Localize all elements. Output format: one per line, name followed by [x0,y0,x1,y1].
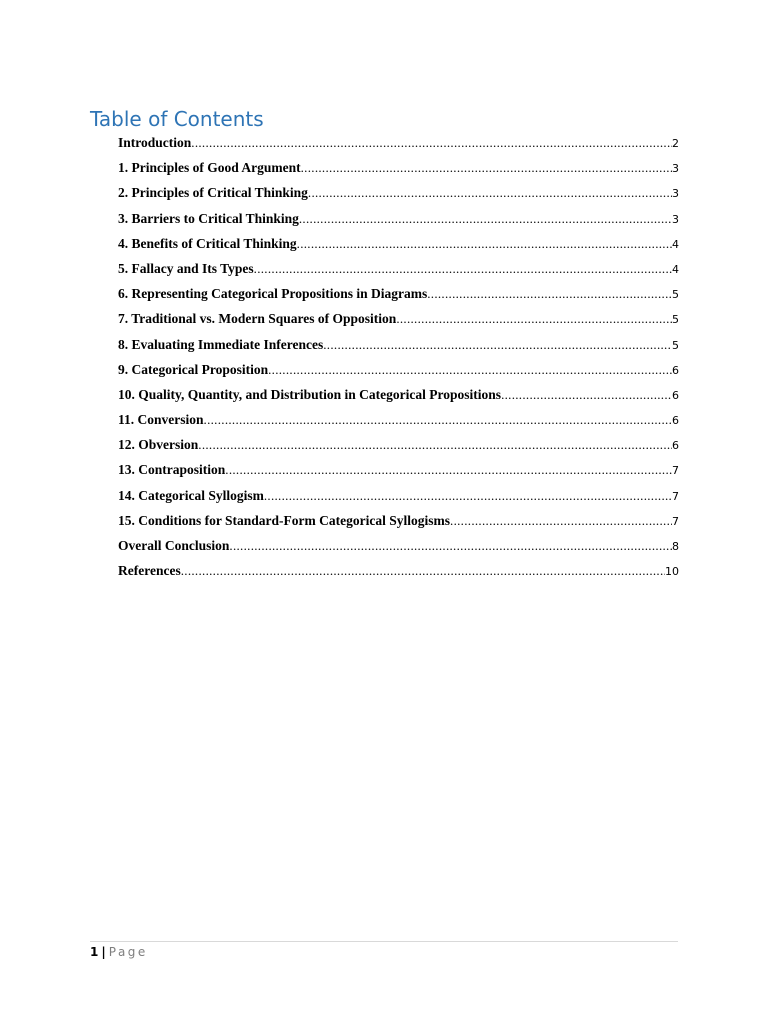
toc-dot-leader [268,360,672,380]
toc-entry[interactable] [118,410,679,435]
toc-entry[interactable] [118,486,679,511]
toc-entry[interactable] [118,360,679,385]
toc-entry[interactable] [118,335,679,360]
toc-dot-leader [254,259,672,279]
toc-entry-label: 1. Principles of Good Argument [118,160,301,176]
toc-dot-leader [308,183,672,203]
footer-separator: | [101,945,106,959]
toc-entry-page: 3 [672,187,679,201]
toc-entry-label: 2. Principles of Critical Thinking [118,185,308,201]
toc-entry-label: 12. Obversion [118,437,199,453]
toc-entry-label: 8. Evaluating Immediate Inferences [118,336,324,352]
toc-entry-label: 14. Categorical Syllogism [118,487,264,503]
toc-entry-label: 6. Representing Categorical Propositions in Diagrams [118,286,428,302]
toc-entry-label: 15. Conditions for Standard-Form Categorical Syllogisms [118,512,451,528]
toc-entry[interactable] [118,460,679,485]
toc-dot-leader [323,335,672,355]
toc-heading: Table of Contents [90,107,264,131]
toc-dot-leader [396,309,672,329]
toc-entry[interactable] [118,536,679,561]
toc-dot-leader [229,536,672,556]
toc-entry-page: 7 [672,464,679,478]
toc-entry-page: 6 [672,363,679,377]
toc-entry[interactable] [118,561,679,586]
toc-entry-label: References [118,563,181,579]
toc-dot-leader [198,435,672,455]
toc-entry-page: 2 [672,137,679,150]
toc-entry[interactable] [118,234,679,259]
toc-dot-leader [299,209,672,229]
toc-entry-page: 10 [665,565,679,579]
toc-dot-leader [501,385,672,405]
toc-entry-label: 7. Traditional vs. Modern Squares of Opposition [118,311,397,327]
page-footer [90,944,148,960]
toc-entry-label: 3. Barriers to Critical Thinking [118,210,299,226]
toc-entry-page: 6 [672,439,679,453]
toc-entry[interactable] [118,284,679,309]
toc-entry-page: 4 [672,262,679,276]
toc-dot-leader [225,460,672,480]
toc-dot-leader [427,284,672,304]
toc-dot-leader [204,410,672,430]
footer-page-number: 1 [90,945,99,959]
toc-entry-label: 5. Fallacy and Its Types [118,260,254,276]
toc-entry-page: 5 [672,338,679,352]
toc-entry[interactable] [118,209,679,234]
toc-entry-label: 4. Benefits of Critical Thinking [118,235,297,251]
toc-dot-leader [264,486,672,506]
footer-page-label: Page [108,945,148,959]
toc-entry-page: 3 [672,162,679,176]
toc-dot-leader [301,158,672,178]
toc-entry[interactable] [118,309,679,334]
toc-entry[interactable] [118,259,679,284]
toc-entry-page: 7 [672,489,679,503]
toc-entry-page: 5 [672,313,679,327]
toc-dot-leader [191,133,672,153]
toc-entry-page: 5 [672,288,679,302]
toc-entry-label: 11. Conversion [118,412,204,428]
toc-entry[interactable] [118,435,679,460]
toc-dot-leader [181,561,665,581]
toc-entry-label: 13. Contraposition [118,462,226,478]
toc-entry[interactable] [118,385,679,410]
toc-entry-page: 3 [672,212,679,226]
toc-entry[interactable] [118,511,679,536]
toc-entry[interactable] [118,158,679,183]
toc-entry-label: Overall Conclusion [118,538,230,553]
toc-entry[interactable] [118,133,679,158]
toc-entry[interactable] [118,183,679,208]
toc-entry-page: 8 [672,540,679,553]
toc-entry-label: 9. Categorical Proposition [118,361,269,377]
toc-entry-page: 6 [672,388,679,402]
toc-entry-label: 10. Quality, Quantity, and Distribution in Categorical Propositions [118,386,502,402]
footer-divider [90,941,678,942]
toc-entry-page: 6 [672,414,679,428]
toc-list [118,133,679,586]
toc-dot-leader [450,511,672,531]
toc-dot-leader [297,234,672,254]
toc-entry-page: 7 [672,514,679,528]
toc-entry-label: Introduction [118,135,192,150]
toc-entry-page: 4 [672,237,679,251]
